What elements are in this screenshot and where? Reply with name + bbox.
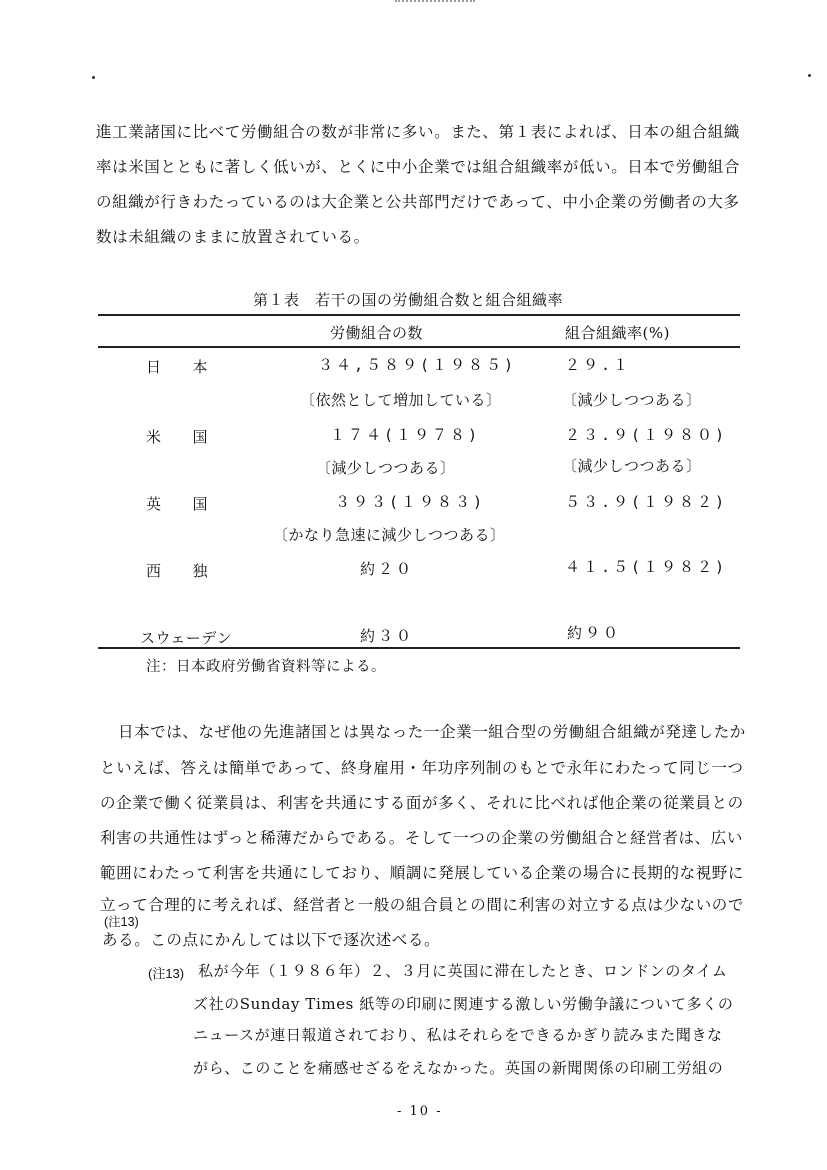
body-line: 利害の共通性はずっと稀薄だからである。そして一つの企業の労働組合と経営者は、広い — [100, 829, 743, 847]
footnote-line: ニュースが連日報道されており、私はそれらをできるかぎり読みまた聞きな — [193, 1026, 723, 1044]
footnote-marker: (注13) — [104, 915, 139, 929]
scan-artifact — [92, 76, 95, 79]
table-row-rate-note: 〔減少しつつある〕 — [562, 457, 702, 475]
table-row-rate: 約９０ — [567, 624, 622, 642]
table-row-country: 西 独 — [146, 562, 209, 580]
body-line: 範囲にわたって利害を共通にしており、順調に発展している企業の場合に長期的な視野に — [100, 864, 745, 882]
body-line: 立って合理的に考えれば、経営者と一般の組合員との間に利害の対立する点は少ないので — [100, 896, 745, 914]
table-row-unions: 約２０ — [360, 560, 415, 578]
table-header-rule — [98, 346, 740, 348]
page-number: - 10 - — [397, 1104, 443, 1119]
body-line: 日本では、なぜ他の先進諸国とは異なった一企業一組合型の労働組合組織が発達したか — [118, 723, 746, 741]
scan-artifact — [808, 74, 811, 77]
intro-line: 率は米国とともに著しく低いが、とくに中小企業では組合組織率が低い。日本で労働組合 — [96, 158, 741, 176]
table-row-country: 日 本 — [146, 358, 209, 376]
table-top-rule — [98, 314, 740, 316]
table-row-unions-note: 〔かなり急速に減少しつつある〕 — [273, 526, 506, 544]
footnote-line: がら、このことを痛感せざるをえなかった。英国の新聞関係の印刷工労組の — [193, 1059, 724, 1077]
table-row-country: スウェーデン — [140, 629, 233, 647]
table-source-note: 注：日本政府労働省資料等による。 — [146, 659, 386, 675]
body-line: といえば、答えは簡単であって、終身雇用・年功序列制のもとで永年にわたって同じ一つ — [100, 759, 744, 777]
intro-line: 進工業諸国に比べて労働組合の数が非常に多い。また、第１表によれば、日本の組合組織 — [96, 123, 741, 141]
table-row-rate-note: 〔減少しつつある〕 — [562, 391, 702, 409]
header-union-rate: 組合組織率(%) — [565, 324, 670, 342]
table-row-rate: ４１.５(１９８２) — [565, 558, 728, 576]
intro-line: の組織が行きわたっているのは大企業と公共部門だけであって、中小企業の労働者の大多 — [96, 193, 740, 211]
table-row-country: 米 国 — [146, 428, 209, 446]
body-line: の企業で働く従業員は、利害を共通にする面が多く、それに比べれば他企業の従業員との — [100, 794, 744, 812]
table-row-country: 英 国 — [146, 495, 209, 513]
table-row-unions-note: 〔減少しつつある〕 — [316, 459, 456, 477]
table-row-rate: ５３.９(１９８２) — [565, 493, 728, 511]
table-row-unions-note: 〔依然として増加している〕 — [300, 391, 502, 409]
table-row-unions: 約３０ — [360, 627, 415, 645]
scan-artifact — [395, 0, 475, 5]
footnote-line: 私が今年（１９８６年）２、３月に英国に滞在したとき、ロンドンのタイム — [198, 962, 728, 980]
footnote-label: (注13) — [148, 966, 185, 981]
table-bottom-rule — [98, 647, 740, 649]
intro-line: 数は未組織のままに放置されている。 — [96, 228, 370, 246]
footnote-line: ズ社のSunday Times 紙等の印刷に関連する激しい労働争議について多くの — [193, 995, 734, 1013]
body-line: ある。この点にかんしては以下で逐次述べる。 — [102, 931, 441, 949]
table-row-unions: １７４(１９７８) — [330, 426, 481, 444]
table-row-unions: ３９３(１９８３) — [335, 493, 486, 511]
table-row-unions: ３４,５８９(１９８５) — [318, 356, 517, 374]
header-union-count: 労働組合の数 — [330, 324, 424, 342]
table-row-rate: ２９.１ — [565, 356, 632, 374]
table-row-rate: ２３.９(１９８０) — [565, 426, 728, 444]
table-title: 第１表 若干の国の労働組合数と組合組織率 — [253, 291, 564, 309]
